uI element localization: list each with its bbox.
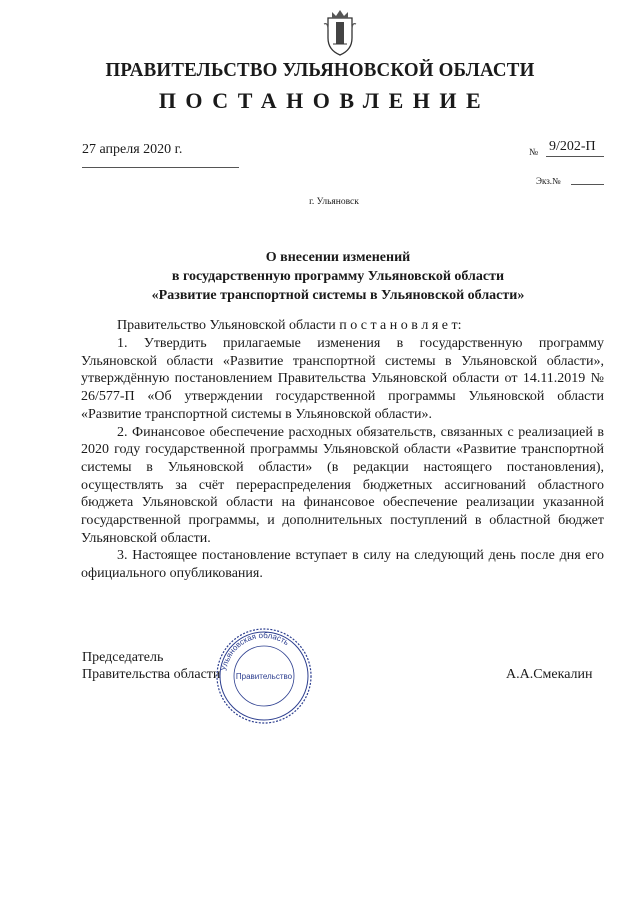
preamble: Правительство Ульяновской области п о с т а н о в л я е т: (117, 318, 462, 333)
document-body (81, 335, 604, 583)
subject-line-3: «Развитие транспортной системы в Ульяновской области» (151, 288, 525, 303)
document-date: 27 апреля 2020 г. (82, 142, 183, 157)
ulyanovsk-coat-of-arms-icon (322, 8, 358, 56)
number-underline (546, 156, 604, 157)
document-type: ПОСТАНОВЛЕНИЕ (158, 88, 491, 113)
paragraph-2: 2. Финансовое обеспечение расходных обязательств, связанных с реализацией в 2020 году государственной программы Ульяновской области «Развитие транспортной системы в Ульяновской области» (в редакции настоящего постановления), осуществлять за счёт перераспределения бюджетных ассигнований областного бюджета Ульяновской области на финансовое обеспечение реализации указанной государственной программы, и дополнительных поступлений в областной бюджет Ульяновской области. (81, 424, 604, 546)
stamp-center-text: Правительство (235, 672, 293, 681)
signer-title-line-1: Председатель (82, 650, 164, 665)
document-subject (0, 248, 640, 305)
subject-line-2: в государственную программу Ульяновской области (171, 269, 505, 284)
subject-line-1: О внесении изменений (265, 250, 411, 265)
government-name: ПРАВИТЕЛЬСТВО УЛЬЯНОВСКОЙ ОБЛАСТИ (105, 60, 535, 81)
document-number: 9/202-П (549, 139, 596, 154)
signer-title-line-2: Правительства области (82, 667, 221, 682)
svg-text:Ульяновская область (219, 631, 290, 672)
stamp-ring-text: Ульяновская область (219, 630, 291, 672)
copy-number-underline (571, 184, 604, 185)
number-prefix: № (529, 148, 539, 158)
paragraph-3: 3. Настоящее постановление вступает в силу на следующий день после дня его официального опубликования. (81, 548, 604, 582)
date-underline (82, 167, 239, 168)
official-stamp (214, 626, 314, 726)
city: г. Ульяновск (309, 197, 359, 207)
copy-number-label: Экз.№ (536, 176, 561, 186)
paragraph-1: 1. Утвердить прилагаемые изменения в государственную программу Ульяновской области «Развитие транспортной системы в Ульяновской области», утверждённую постановлением Правительства Ульяновской области от 14.11.2019 № 26/577-П «Об утверждении государственной программы Ульяновской области «Развитие транспортной системы в Ульяновской области». (81, 336, 604, 422)
signer-name: А.А.Смекалин (506, 667, 593, 682)
